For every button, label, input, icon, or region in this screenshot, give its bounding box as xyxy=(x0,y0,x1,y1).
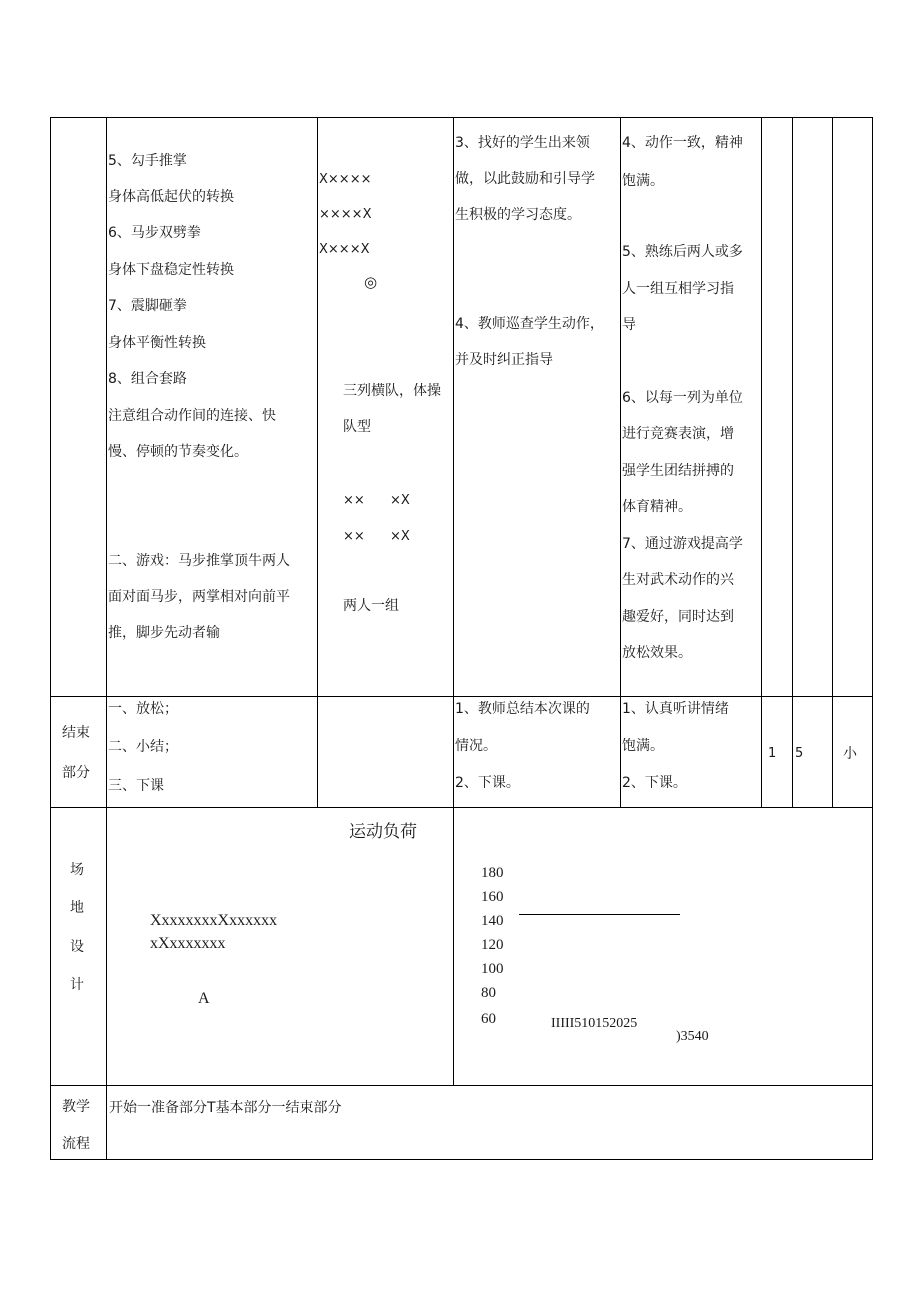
teacher-line: 2、下课。 xyxy=(455,775,520,791)
content-line: 推，脚步先动者输 xyxy=(108,625,220,641)
student-line: 放松效果。 xyxy=(622,645,692,661)
formation-label: 队型 xyxy=(343,419,371,435)
intensity-value: 小 xyxy=(843,746,857,762)
formation-row: X×××X xyxy=(319,242,370,257)
y-tick-label: 60 xyxy=(481,1011,496,1027)
pair-formation-row: ×× xyxy=(343,529,365,544)
student-line: 进行竞赛表演，增 xyxy=(622,426,734,442)
y-tick-label: 100 xyxy=(481,961,504,977)
content-line: 二、游戏：马步推掌顶牛两人 xyxy=(108,553,290,569)
content-line: 6、马步双劈拳 xyxy=(108,225,201,241)
content-line: 身体下盘稳定性转换 xyxy=(108,262,234,278)
formation-row: X×××× xyxy=(319,172,372,187)
student-line: 饱满。 xyxy=(622,173,664,189)
content-line: 8、组合套路 xyxy=(108,371,187,387)
teacher-line: 1、教师总结本次课的 xyxy=(455,701,590,717)
count-value: 1 xyxy=(768,746,777,761)
student-line: 1、认真听讲情绪 xyxy=(622,701,729,717)
student-line: 趣爱好，同时达到 xyxy=(622,609,734,625)
student-line: 饱满。 xyxy=(622,738,664,754)
teacher-line: 情况。 xyxy=(455,738,497,754)
student-line: 导 xyxy=(622,317,636,333)
x-tick-labels: )3540 xyxy=(676,1029,709,1044)
teacher-line: 3、找好的学生出来领 xyxy=(455,135,590,151)
pair-formation-row: ×× xyxy=(343,493,365,508)
content-line: 身体高低起伏的转换 xyxy=(108,189,234,205)
grid-line xyxy=(50,1159,873,1160)
content-line: 一、放松； xyxy=(108,701,178,717)
teacher-line: 生积极的学习态度。 xyxy=(455,207,581,223)
student-line: 5、熟练后两人或多 xyxy=(622,244,743,260)
section-label: 部分 xyxy=(62,765,90,781)
content-line: 三、下课 xyxy=(108,778,164,794)
teacher-position-icon: ◎ xyxy=(364,273,378,291)
grid-line xyxy=(792,117,793,808)
content-line: 7、震脚砸拳 xyxy=(108,298,187,314)
grid-line xyxy=(453,117,454,1086)
grid-line xyxy=(620,117,621,808)
teacher-line: 4、教师巡查学生动作， xyxy=(455,316,604,332)
section-label: 场 xyxy=(70,862,84,878)
grid-line xyxy=(761,117,762,808)
section-label: 设 xyxy=(70,939,84,955)
content-line: 二、小结； xyxy=(108,739,178,755)
grid-line xyxy=(50,1085,873,1086)
student-line: 6、以每一列为单位 xyxy=(622,390,743,406)
grid-line xyxy=(50,807,873,808)
teacher-line: 并及时纠正指导 xyxy=(455,352,553,368)
y-tick-label: 140 xyxy=(481,913,504,929)
venue-formation-line: xXxxxxxxx xyxy=(150,935,226,952)
content-line: 注意组合动作间的连接、快 xyxy=(108,408,276,424)
grid-line xyxy=(50,117,873,118)
grid-line xyxy=(50,696,873,697)
y-tick-label: 120 xyxy=(481,937,504,953)
student-line: 2、下课。 xyxy=(622,775,687,791)
formation-label: 三列横队，体操 xyxy=(343,383,441,399)
chart-title: 运动负荷 xyxy=(349,822,417,842)
section-label: 教学 xyxy=(62,1099,90,1115)
x-tick-labels: IIIII510152025 xyxy=(551,1016,638,1031)
formation-label: 两人一组 xyxy=(343,598,399,614)
grid-line xyxy=(872,117,873,1160)
teacher-marker: A xyxy=(198,990,210,1007)
student-line: 7、通过游戏提高学 xyxy=(622,536,743,552)
grid-line xyxy=(832,117,833,808)
content-line: 身体平衡性转换 xyxy=(108,335,206,351)
section-label: 计 xyxy=(70,977,84,993)
load-line xyxy=(519,914,680,915)
section-label: 结束 xyxy=(62,725,90,741)
content-line: 5、勾手推掌 xyxy=(108,153,187,169)
formation-row: ××××X xyxy=(319,207,372,222)
section-label: 地 xyxy=(70,900,84,916)
student-line: 生对武术动作的兴 xyxy=(622,572,734,588)
grid-line xyxy=(317,117,318,808)
y-tick-label: 80 xyxy=(481,985,496,1001)
section-label: 流程 xyxy=(62,1136,90,1152)
grid-line xyxy=(106,117,107,1160)
student-line: 人一组互相学习指 xyxy=(622,281,734,297)
y-tick-label: 180 xyxy=(481,865,504,881)
pair-formation-row: ×X xyxy=(390,529,410,544)
content-line: 慢、停顿的节奏变化。 xyxy=(108,444,248,460)
venue-formation-line: XxxxxxxxXxxxxxx xyxy=(150,912,278,929)
student-line: 强学生团结拼搏的 xyxy=(622,463,734,479)
student-line: 4、动作一致，精神 xyxy=(622,135,743,151)
pair-formation-row: ×X xyxy=(390,493,410,508)
time-value: 5 xyxy=(795,746,804,761)
flow-text: 开始一准备部分T基本部分一结束部分 xyxy=(109,1100,342,1116)
y-tick-label: 160 xyxy=(481,889,504,905)
student-line: 体育精神。 xyxy=(622,499,692,515)
teacher-line: 做，以此鼓励和引导学 xyxy=(455,171,595,187)
content-line: 面对面马步，两掌相对向前平 xyxy=(108,589,290,605)
grid-line xyxy=(50,117,51,1160)
